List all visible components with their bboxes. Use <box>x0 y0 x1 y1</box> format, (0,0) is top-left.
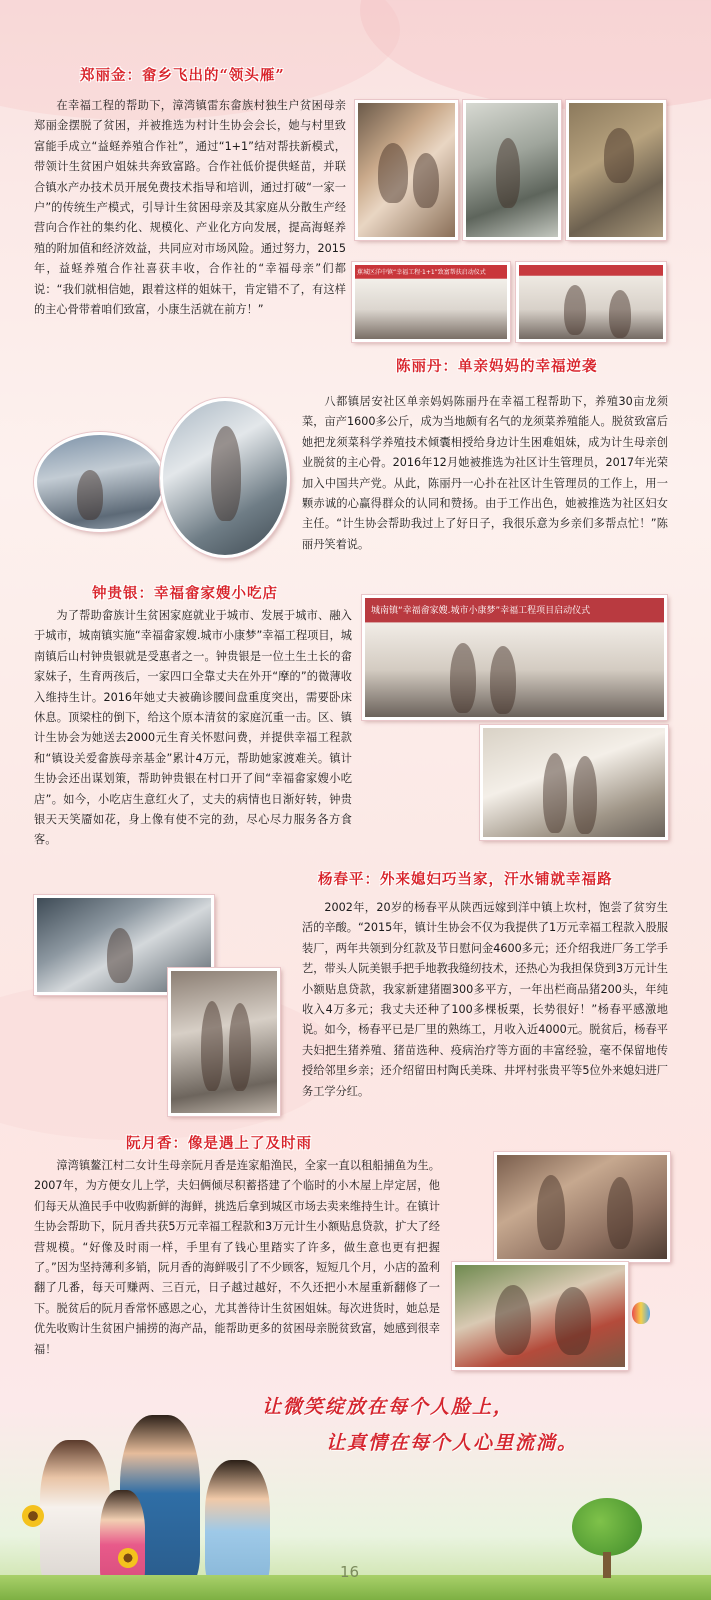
slogan-line-1: 让微笑绽放在每个人脸上， <box>262 1396 515 1418</box>
photo-boat-farming <box>160 398 290 558</box>
sunflower-decoration <box>118 1548 138 1568</box>
photo-snack-shop <box>480 725 668 840</box>
section-paragraph-ruan-yuexiang: 漳湾镇鳌江村二女计生母亲阮月香是连家船渔民，全家一直以租船捕鱼为生。2007年，为方便女儿上学，夫妇俩倾尽积蓄搭建了个临时的小木屋上岸定居，他们每天从渔民手中收购新鲜的海鲜，挑选后拿到城区市场去卖来维持生计。在镇计生协会帮助下，阮月香共获5万元幸福工程款和3万元计生小额贴息贷款，扩大了经营规模。“好像及时雨一样，手里有了钱心里踏实了许多，做生意也更有把握了。”因为坚持薄利多销，阮月香的海鲜吸引了不少顾客，短短几个月，小店的盈利翻了几番，每天可赚两、三百元，日子越过越好，不久还把小木屋重新翻修了一下。脱贫后的阮月香常怀感恩之心，尤其善待计生贫困姐妹。每次进货时，她总是优先收购计生贫困户捕捞的海产品，能帮助更多的贫困母亲脱贫致富，她感到很幸福！ <box>34 1159 440 1356</box>
photo-project-launch <box>362 595 667 720</box>
photo-award-handover <box>516 262 666 342</box>
section-paragraph-zhong-guiyin: 为了帮助畲族计生贫困家庭就业于城市、发展于城市、融入于城市，城南镇实施“幸福畲家嫂.城市小康梦”幸福工程项目，城南镇后山村钟贵银就是受惠者之一。钟贵银是一位土生土长的畲家妹子，生育两孩后，一家四口全靠丈夫在外开“摩的”的微薄收入维持生计。2016年她丈夫被确诊腰间盘重度突出，需要卧床休息。顶梁柱的倒下，给这个原本清贫的家庭沉重一击。区、镇计生协会为她送去2000元生育关怀慰问费，并提供幸福工程款和“镇设关爱畲族母亲基金”累计4万元，帮助她家渡难关。镇计生协会还出谋划策，帮助钟贵银在村口开了间“幸福畲家嫂小吃店”。如今，小吃店生意红火了，丈夫的病情也日渐好转，钟贵银天天笑靥如花，身上像有使不完的劲，尽心尽力服务各方食客。 <box>34 609 352 847</box>
family-illustration <box>30 1400 330 1600</box>
photo-family-reading <box>355 100 458 240</box>
tree-trunk <box>603 1552 611 1578</box>
section-paragraph-chen-lidan: 八都镇居安社区单亲妈妈陈丽丹在幸福工程帮助下，养殖30亩龙须菜，亩产1600多公斤，成为当地颇有名气的龙须菜养殖能人。脱贫致富后她把龙须菜科学养殖技术倾囊相授给身边计生困难姐妹，成为计生母亲创业脱贫的主心骨。2016年12月她被推选为社区计生管理员，2017年光荣加入中国共产党。从此，陈丽丹一心扑在社区计生管理员的工作上，用一颗赤诚的心赢得群众的认同和赞扬。由于工作出色，她被推选为社区妇女主任。“计生协会帮助我过上了好日子，我很乐意为乡亲们多帮点忙！”陈丽丹笑着说。 <box>302 395 668 551</box>
photo-smiling-couple <box>452 1262 628 1370</box>
section-paragraph-zheng-lijin: 在幸福工程的帮助下，漳湾镇雷东畲族村独生户贫困母亲郑丽金摆脱了贫困，并被推选为村计生协会会长，她与村里致富能手成立“益蛏养殖合作社”，通过“1+1”结对帮扶新模式，带领计生贫困户姐妹共奔致富路。合作社低价提供蛏苗，并联合镇水产办技术员开展免费技术指导和培训，通过打破“一家一户”的传统生产模式，引导计生贫困母亲及其家庭从分散生产经营向合作社的集约化、规模化、产业化方向发展，提高海蛏养殖的附加值和经济效益，共同应对市场风险。通过努力，2015年，益蛏养殖合作社喜获丰收，合作社的“幸福母亲”们都说：“我们就相信她，跟着这样的姐妹干，肯定错不了，有这样的主心骨带着咱们致富，小康生活就在前方！” <box>34 99 346 317</box>
tree-decoration <box>572 1498 642 1556</box>
section-title-zheng-lijin: 郑丽金：畲乡飞出的“领头雁” <box>80 67 285 84</box>
section-title-ruan-yuexiang: 阮月香：像是遇上了及时雨 <box>126 1135 312 1152</box>
sunflower-decoration <box>22 1505 44 1527</box>
photo-clam-baskets <box>566 100 666 240</box>
photo-banner-text: 城南镇“幸福畲家嫂.城市小康梦”幸福工程项目启动仪式 <box>371 606 591 616</box>
photo-seafood-stall <box>494 1152 670 1262</box>
section-title-chen-lidan: 陈丽丹：单亲妈妈的幸福逆袭 <box>396 358 598 375</box>
photo-couple-stairs <box>168 968 280 1116</box>
section-title-yang-chunping: 杨春平：外来媳妇巧当家，汗水铺就幸福路 <box>318 871 613 888</box>
section-title-zhong-guiyin: 钟贵银：幸福畲家嫂小吃店 <box>92 585 278 602</box>
page-number: 16 <box>340 1563 360 1581</box>
photo-launch-ceremony <box>352 262 510 342</box>
photo-home-visit <box>463 100 561 240</box>
hot-air-balloon-icon <box>632 1302 650 1324</box>
background-wave <box>360 0 711 110</box>
section-paragraph-yang-chunping: 2002年，20岁的杨春平从陕西远嫁到洋中镇上坎村，饱尝了贫穷生活的辛酸。“2015年，镇计生协会不仅为我提供了1万元幸福工程款入股服装厂，两年共领到分红款及节日慰问金4600多元；还介绍我进厂务工学手艺，带头人阮美银手把手地教我缝纫技术，还热心为我担保贷到3万元计生小额贴息贷款，我家新建猪圈300多平方，一年出栏商品猪200头，年纯收入4万多元；我丈夫还种了100多棵板栗，长势很好！”杨春平感激地说。如今，杨春平已是厂里的熟练工，月收入近4000元。脱贫后，杨春平夫妇把生猪养殖、猪苗选种、疫病治疗等方面的丰富经验，毫不保留地传授给邻里乡亲；还介绍留田村陶氏美珠、井坪村张贵平等5位外来媳妇进厂务工学分红。 <box>302 901 668 1098</box>
photo-office-work <box>34 432 166 532</box>
slogan-line-2: 让真情在每个人心里流淌。 <box>326 1432 579 1454</box>
photo-banner-text: 蕉城区洋中镇“幸福工程·1+1”致富帮扶启动仪式 <box>357 269 486 276</box>
